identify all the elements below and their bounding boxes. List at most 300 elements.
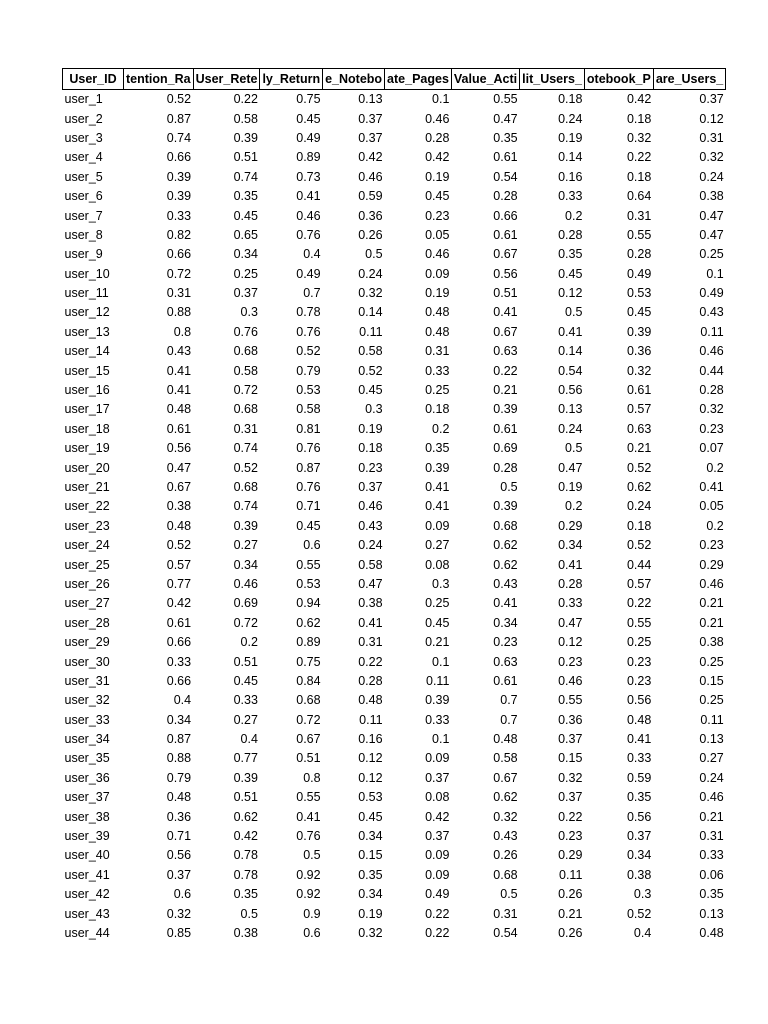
value-cell[interactable]: 0.35 [626, 790, 652, 805]
value-cell[interactable]: 0.41 [699, 480, 724, 494]
value-cell[interactable]: 0.6 [303, 925, 321, 940]
user-id-cell[interactable]: user_9 [64, 247, 103, 262]
value-cell[interactable]: 0.32 [699, 150, 724, 165]
value-cell[interactable]: 0.67 [493, 247, 518, 262]
value-cell[interactable]: 0.33 [166, 654, 192, 669]
value-cell[interactable]: 0.34 [233, 247, 258, 262]
user-id-cell[interactable]: user_34 [64, 732, 110, 747]
value-cell[interactable]: 0.39 [425, 460, 450, 475]
value-cell[interactable]: 0.59 [626, 770, 652, 785]
value-cell[interactable]: 0.5 [500, 887, 518, 902]
value-cell[interactable]: 0.11 [559, 867, 583, 882]
value-cell[interactable]: 0.18 [558, 92, 583, 107]
value-cell[interactable]: 0.13 [358, 92, 383, 107]
value-cell[interactable]: 0.75 [296, 654, 321, 669]
value-cell[interactable]: 0.56 [558, 383, 583, 398]
value-cell[interactable]: 0.58 [358, 557, 383, 572]
value-cell[interactable]: 0.89 [296, 635, 321, 650]
column-header[interactable]: User_Rete [193, 69, 260, 90]
value-cell[interactable]: 0.28 [699, 383, 724, 398]
value-cell[interactable]: 0.68 [296, 693, 321, 708]
value-cell[interactable]: 0.51 [493, 286, 518, 301]
value-cell[interactable]: 0.33 [558, 189, 583, 204]
value-cell[interactable]: 0.35 [493, 130, 518, 145]
value-cell[interactable]: 0.53 [358, 790, 383, 805]
value-cell[interactable]: 0.74 [233, 441, 258, 456]
value-cell[interactable]: 0.45 [233, 673, 258, 688]
user-id-cell[interactable]: user_44 [64, 925, 110, 940]
value-cell[interactable]: 0.12 [558, 635, 583, 650]
value-cell[interactable]: 0.76 [296, 829, 321, 844]
value-cell[interactable]: 0.43 [493, 576, 518, 591]
value-cell[interactable]: 0.05 [699, 499, 724, 514]
value-cell[interactable]: 0.11 [359, 324, 383, 339]
value-cell[interactable]: 0.35 [358, 867, 383, 882]
value-cell[interactable]: 0.51 [233, 790, 258, 805]
value-cell[interactable]: 0.66 [166, 150, 192, 165]
value-cell[interactable]: 0.26 [558, 887, 583, 902]
user-id-cell[interactable]: user_33 [64, 712, 110, 727]
user-id-cell[interactable]: user_26 [64, 576, 110, 591]
value-cell[interactable]: 0.33 [166, 208, 192, 223]
value-cell[interactable]: 0.52 [296, 344, 321, 359]
value-cell[interactable]: 0.35 [558, 247, 583, 262]
value-cell[interactable]: 0.36 [166, 809, 192, 824]
value-cell[interactable]: 0.63 [626, 421, 652, 436]
value-cell[interactable]: 0.45 [296, 111, 321, 126]
value-cell[interactable]: 0.67 [493, 770, 518, 785]
value-cell[interactable]: 0.1 [432, 732, 450, 747]
value-cell[interactable]: 0.09 [425, 518, 450, 533]
value-cell[interactable]: 0.75 [296, 92, 321, 107]
value-cell[interactable]: 0.23 [626, 673, 652, 688]
value-cell[interactable]: 0.52 [166, 538, 192, 553]
value-cell[interactable]: 0.23 [493, 635, 518, 650]
value-cell[interactable]: 0.76 [296, 480, 321, 494]
value-cell[interactable]: 0.25 [425, 596, 450, 611]
value-cell[interactable]: 0.21 [558, 906, 583, 921]
value-cell[interactable]: 0.2 [706, 518, 724, 533]
value-cell[interactable]: 0.48 [166, 402, 192, 417]
column-header[interactable]: tention_Ra [124, 69, 194, 90]
value-cell[interactable]: 0.42 [358, 150, 383, 165]
value-cell[interactable]: 0.27 [233, 538, 258, 553]
value-cell[interactable]: 0.48 [425, 305, 450, 320]
value-cell[interactable]: 0.29 [558, 848, 583, 863]
value-cell[interactable]: 0.43 [699, 305, 724, 320]
value-cell[interactable]: 0.69 [493, 441, 518, 456]
value-cell[interactable]: 0.5 [365, 247, 383, 262]
value-cell[interactable]: 0.56 [626, 693, 652, 708]
value-cell[interactable]: 0.15 [558, 751, 583, 766]
value-cell[interactable]: 0.31 [358, 635, 383, 650]
value-cell[interactable]: 0.49 [296, 130, 321, 145]
value-cell[interactable]: 0.62 [493, 790, 518, 805]
user-id-cell[interactable]: user_24 [64, 538, 110, 553]
value-cell[interactable]: 0.55 [296, 790, 321, 805]
value-cell[interactable]: 0.11 [359, 712, 383, 727]
value-cell[interactable]: 0.22 [558, 809, 583, 824]
value-cell[interactable]: 0.44 [626, 557, 652, 572]
value-cell[interactable]: 0.47 [493, 111, 518, 126]
value-cell[interactable]: 0.2 [565, 208, 583, 223]
value-cell[interactable]: 0.42 [166, 596, 192, 611]
value-cell[interactable]: 0.21 [699, 615, 724, 630]
value-cell[interactable]: 0.41 [296, 189, 321, 204]
user-id-cell[interactable]: user_42 [64, 887, 110, 902]
value-cell[interactable]: 0.34 [358, 887, 383, 902]
value-cell[interactable]: 0.45 [626, 305, 652, 320]
value-cell[interactable]: 0.55 [626, 615, 652, 630]
user-id-cell[interactable]: user_10 [64, 266, 110, 281]
value-cell[interactable]: 0.37 [425, 770, 450, 785]
value-cell[interactable]: 0.47 [558, 615, 583, 630]
user-id-cell[interactable]: user_31 [64, 673, 110, 688]
value-cell[interactable]: 0.19 [425, 169, 450, 184]
user-id-cell[interactable]: user_32 [64, 693, 110, 708]
value-cell[interactable]: 0.76 [296, 324, 321, 339]
value-cell[interactable]: 0.46 [699, 576, 724, 591]
value-cell[interactable]: 0.49 [626, 266, 652, 281]
value-cell[interactable]: 0.88 [166, 751, 192, 766]
value-cell[interactable]: 0.19 [425, 286, 450, 301]
value-cell[interactable]: 0.62 [233, 809, 258, 824]
value-cell[interactable]: 0.29 [558, 518, 583, 533]
column-header[interactable]: User_ID [63, 69, 124, 90]
value-cell[interactable]: 0.13 [699, 732, 724, 747]
value-cell[interactable]: 0.27 [425, 538, 450, 553]
value-cell[interactable]: 0.45 [358, 809, 383, 824]
value-cell[interactable]: 0.71 [296, 499, 321, 514]
value-cell[interactable]: 0.52 [233, 460, 258, 475]
value-cell[interactable]: 0.37 [558, 790, 583, 805]
user-id-cell[interactable]: user_23 [64, 518, 110, 533]
value-cell[interactable]: 0.22 [425, 906, 450, 921]
value-cell[interactable]: 0.28 [493, 189, 518, 204]
value-cell[interactable]: 0.44 [699, 363, 724, 378]
user-id-cell[interactable]: user_17 [64, 402, 110, 417]
value-cell[interactable]: 0.38 [233, 925, 258, 940]
value-cell[interactable]: 0.34 [358, 829, 383, 844]
value-cell[interactable]: 0.66 [166, 635, 192, 650]
value-cell[interactable]: 0.89 [296, 150, 321, 165]
value-cell[interactable]: 0.38 [358, 596, 383, 611]
value-cell[interactable]: 0.23 [358, 460, 383, 475]
value-cell[interactable]: 0.28 [493, 460, 518, 475]
value-cell[interactable]: 0.37 [699, 92, 724, 107]
value-cell[interactable]: 0.5 [500, 480, 518, 494]
value-cell[interactable]: 0.71 [166, 829, 192, 844]
value-cell[interactable]: 0.64 [626, 189, 652, 204]
value-cell[interactable]: 0.42 [425, 150, 450, 165]
value-cell[interactable]: 0.18 [626, 518, 652, 533]
value-cell[interactable]: 0.4 [240, 732, 258, 747]
value-cell[interactable]: 0.14 [358, 305, 383, 320]
value-cell[interactable]: 0.87 [166, 732, 192, 747]
user-id-cell[interactable]: user_36 [64, 770, 110, 785]
value-cell[interactable]: 0.37 [558, 732, 583, 747]
user-id-cell[interactable]: user_19 [64, 441, 110, 456]
user-id-cell[interactable]: user_30 [64, 654, 110, 669]
value-cell[interactable]: 0.41 [493, 596, 518, 611]
user-id-cell[interactable]: user_8 [64, 227, 103, 242]
value-cell[interactable]: 0.84 [296, 673, 321, 688]
value-cell[interactable]: 0.43 [493, 829, 518, 844]
value-cell[interactable]: 0.67 [166, 480, 192, 494]
user-id-cell[interactable]: user_6 [64, 189, 103, 204]
value-cell[interactable]: 0.55 [626, 227, 652, 242]
value-cell[interactable]: 0.61 [166, 421, 192, 436]
user-id-cell[interactable]: user_13 [64, 324, 110, 339]
value-cell[interactable]: 0.94 [296, 596, 321, 611]
value-cell[interactable]: 0.14 [558, 344, 583, 359]
value-cell[interactable]: 0.51 [233, 654, 258, 669]
value-cell[interactable]: 0.41 [166, 363, 192, 378]
value-cell[interactable]: 0.47 [699, 208, 724, 223]
value-cell[interactable]: 0.13 [558, 402, 583, 417]
value-cell[interactable]: 0.32 [626, 363, 652, 378]
value-cell[interactable]: 0.81 [296, 421, 321, 436]
value-cell[interactable]: 0.66 [166, 247, 192, 262]
value-cell[interactable]: 0.77 [166, 576, 192, 591]
value-cell[interactable]: 0.55 [493, 92, 518, 107]
value-cell[interactable]: 0.4 [303, 247, 321, 262]
value-cell[interactable]: 0.34 [558, 538, 583, 553]
value-cell[interactable]: 0.45 [233, 208, 258, 223]
value-cell[interactable]: 0.65 [233, 227, 258, 242]
value-cell[interactable]: 0.24 [558, 421, 583, 436]
user-id-cell[interactable]: user_25 [64, 557, 110, 572]
value-cell[interactable]: 0.76 [296, 441, 321, 456]
user-id-cell[interactable]: user_27 [64, 596, 110, 611]
value-cell[interactable]: 0.46 [699, 344, 724, 359]
value-cell[interactable]: 0.37 [626, 829, 652, 844]
value-cell[interactable]: 0.31 [699, 130, 724, 145]
value-cell[interactable]: 0.43 [166, 344, 192, 359]
user-id-cell[interactable]: user_37 [64, 790, 110, 805]
value-cell[interactable]: 0.46 [233, 576, 258, 591]
value-cell[interactable]: 0.35 [233, 189, 258, 204]
value-cell[interactable]: 0.34 [233, 557, 258, 572]
value-cell[interactable]: 0.92 [296, 887, 321, 902]
value-cell[interactable]: 0.6 [173, 887, 192, 902]
value-cell[interactable]: 0.63 [493, 654, 518, 669]
value-cell[interactable]: 0.31 [493, 906, 518, 921]
value-cell[interactable]: 0.68 [493, 518, 518, 533]
value-cell[interactable]: 0.27 [699, 751, 724, 766]
value-cell[interactable]: 0.62 [626, 480, 652, 494]
value-cell[interactable]: 0.18 [626, 111, 652, 126]
value-cell[interactable]: 0.24 [358, 266, 383, 281]
value-cell[interactable]: 0.57 [626, 402, 652, 417]
value-cell[interactable]: 0.09 [425, 848, 450, 863]
value-cell[interactable]: 0.45 [558, 266, 583, 281]
value-cell[interactable]: 0.49 [699, 286, 724, 301]
value-cell[interactable]: 0.52 [358, 363, 383, 378]
value-cell[interactable]: 0.47 [699, 227, 724, 242]
value-cell[interactable]: 0.36 [558, 712, 583, 727]
value-cell[interactable]: 0.41 [558, 324, 583, 339]
value-cell[interactable]: 0.53 [296, 383, 321, 398]
value-cell[interactable]: 0.48 [699, 925, 724, 940]
value-cell[interactable]: 0.22 [626, 150, 652, 165]
value-cell[interactable]: 0.29 [699, 557, 724, 572]
value-cell[interactable]: 0.23 [425, 208, 450, 223]
value-cell[interactable]: 0.41 [166, 383, 192, 398]
value-cell[interactable]: 0.19 [558, 130, 583, 145]
value-cell[interactable]: 0.39 [166, 169, 192, 184]
value-cell[interactable]: 0.09 [425, 751, 450, 766]
value-cell[interactable]: 0.25 [233, 266, 258, 281]
value-cell[interactable]: 0.62 [493, 557, 518, 572]
value-cell[interactable]: 0.37 [425, 829, 450, 844]
value-cell[interactable]: 0.34 [166, 712, 192, 727]
value-cell[interactable]: 0.07 [699, 441, 724, 456]
value-cell[interactable]: 0.45 [425, 615, 450, 630]
value-cell[interactable]: 0.12 [358, 751, 383, 766]
user-id-cell[interactable]: user_38 [64, 809, 110, 824]
value-cell[interactable]: 0.69 [233, 596, 258, 611]
value-cell[interactable]: 0.25 [699, 654, 724, 669]
value-cell[interactable]: 0.41 [358, 615, 383, 630]
value-cell[interactable]: 0.73 [296, 169, 321, 184]
value-cell[interactable]: 0.41 [493, 305, 518, 320]
user-id-cell[interactable]: user_11 [64, 286, 109, 301]
value-cell[interactable]: 0.39 [626, 324, 652, 339]
value-cell[interactable]: 0.26 [358, 227, 383, 242]
value-cell[interactable]: 0.8 [173, 324, 192, 339]
value-cell[interactable]: 0.8 [303, 770, 321, 785]
value-cell[interactable]: 0.22 [233, 92, 258, 107]
value-cell[interactable]: 0.24 [699, 169, 724, 184]
value-cell[interactable]: 0.45 [425, 189, 450, 204]
value-cell[interactable]: 0.33 [626, 751, 652, 766]
value-cell[interactable]: 0.15 [699, 673, 724, 688]
value-cell[interactable]: 0.78 [233, 848, 258, 863]
value-cell[interactable]: 0.48 [166, 518, 192, 533]
value-cell[interactable]: 0.48 [425, 324, 450, 339]
value-cell[interactable]: 0.48 [166, 790, 192, 805]
value-cell[interactable]: 0.56 [493, 266, 518, 281]
value-cell[interactable]: 0.33 [558, 596, 583, 611]
value-cell[interactable]: 0.3 [240, 305, 258, 320]
value-cell[interactable]: 0.53 [296, 576, 321, 591]
value-cell[interactable]: 0.16 [558, 169, 583, 184]
value-cell[interactable]: 0.25 [626, 635, 652, 650]
value-cell[interactable]: 0.7 [500, 693, 518, 708]
column-header[interactable]: ate_Pages [385, 69, 452, 90]
value-cell[interactable]: 0.41 [425, 480, 450, 494]
value-cell[interactable]: 0.2 [240, 635, 258, 650]
value-cell[interactable]: 0.68 [233, 480, 258, 494]
value-cell[interactable]: 0.35 [233, 887, 258, 902]
value-cell[interactable]: 0.28 [626, 247, 652, 262]
value-cell[interactable]: 0.52 [626, 460, 652, 475]
value-cell[interactable]: 0.24 [699, 770, 724, 785]
user-id-cell[interactable]: user_12 [64, 305, 110, 320]
value-cell[interactable]: 0.9 [303, 906, 321, 921]
value-cell[interactable]: 0.39 [233, 770, 258, 785]
value-cell[interactable]: 0.32 [166, 906, 192, 921]
value-cell[interactable]: 0.15 [358, 848, 383, 863]
value-cell[interactable]: 0.5 [303, 848, 321, 863]
user-id-cell[interactable]: user_4 [64, 150, 103, 165]
value-cell[interactable]: 0.62 [296, 615, 321, 630]
value-cell[interactable]: 0.31 [626, 208, 652, 223]
user-id-cell[interactable]: user_43 [64, 906, 110, 921]
value-cell[interactable]: 0.37 [358, 130, 383, 145]
value-cell[interactable]: 0.78 [233, 867, 258, 882]
value-cell[interactable]: 0.45 [358, 383, 383, 398]
value-cell[interactable]: 0.22 [626, 596, 652, 611]
value-cell[interactable]: 0.76 [233, 324, 258, 339]
value-cell[interactable]: 0.72 [296, 712, 321, 727]
value-cell[interactable]: 0.58 [296, 402, 321, 417]
value-cell[interactable]: 0.42 [626, 92, 652, 107]
value-cell[interactable]: 0.46 [558, 673, 583, 688]
user-id-cell[interactable]: user_35 [64, 751, 110, 766]
value-cell[interactable]: 0.38 [699, 635, 724, 650]
value-cell[interactable]: 0.61 [493, 673, 518, 688]
value-cell[interactable]: 0.34 [626, 848, 652, 863]
value-cell[interactable]: 0.21 [699, 809, 724, 824]
value-cell[interactable]: 0.56 [626, 809, 652, 824]
value-cell[interactable]: 0.21 [699, 596, 724, 611]
user-id-cell[interactable]: user_21 [64, 480, 110, 494]
value-cell[interactable]: 0.31 [166, 286, 192, 301]
value-cell[interactable]: 0.49 [425, 887, 450, 902]
value-cell[interactable]: 0.76 [296, 227, 321, 242]
value-cell[interactable]: 0.12 [558, 286, 583, 301]
value-cell[interactable]: 0.67 [493, 324, 518, 339]
value-cell[interactable]: 0.32 [493, 809, 518, 824]
value-cell[interactable]: 0.24 [626, 499, 652, 514]
value-cell[interactable]: 0.47 [166, 460, 192, 475]
value-cell[interactable]: 0.39 [425, 693, 450, 708]
value-cell[interactable]: 0.74 [233, 499, 258, 514]
value-cell[interactable]: 0.09 [425, 266, 450, 281]
value-cell[interactable]: 0.72 [233, 383, 258, 398]
value-cell[interactable]: 0.19 [558, 480, 583, 494]
value-cell[interactable]: 0.72 [233, 615, 258, 630]
value-cell[interactable]: 0.22 [358, 654, 383, 669]
value-cell[interactable]: 0.32 [699, 402, 724, 417]
value-cell[interactable]: 0.53 [626, 286, 652, 301]
user-id-cell[interactable]: user_15 [64, 363, 110, 378]
value-cell[interactable]: 0.38 [166, 499, 192, 514]
value-cell[interactable]: 0.19 [358, 906, 383, 921]
value-cell[interactable]: 0.32 [358, 925, 383, 940]
value-cell[interactable]: 0.21 [425, 635, 450, 650]
value-cell[interactable]: 0.23 [699, 538, 724, 553]
value-cell[interactable]: 0.08 [425, 790, 450, 805]
value-cell[interactable]: 0.55 [296, 557, 321, 572]
value-cell[interactable]: 0.3 [633, 887, 652, 902]
value-cell[interactable]: 0.56 [166, 848, 192, 863]
value-cell[interactable]: 0.32 [358, 286, 383, 301]
value-cell[interactable]: 0.61 [493, 421, 518, 436]
value-cell[interactable]: 0.39 [233, 518, 258, 533]
value-cell[interactable]: 0.25 [699, 247, 724, 262]
value-cell[interactable]: 0.72 [166, 266, 192, 281]
value-cell[interactable]: 0.42 [233, 829, 258, 844]
value-cell[interactable]: 0.52 [166, 92, 192, 107]
value-cell[interactable]: 0.36 [626, 344, 652, 359]
value-cell[interactable]: 0.7 [500, 712, 518, 727]
value-cell[interactable]: 0.28 [358, 673, 383, 688]
value-cell[interactable]: 0.41 [425, 499, 450, 514]
value-cell[interactable]: 0.47 [558, 460, 583, 475]
